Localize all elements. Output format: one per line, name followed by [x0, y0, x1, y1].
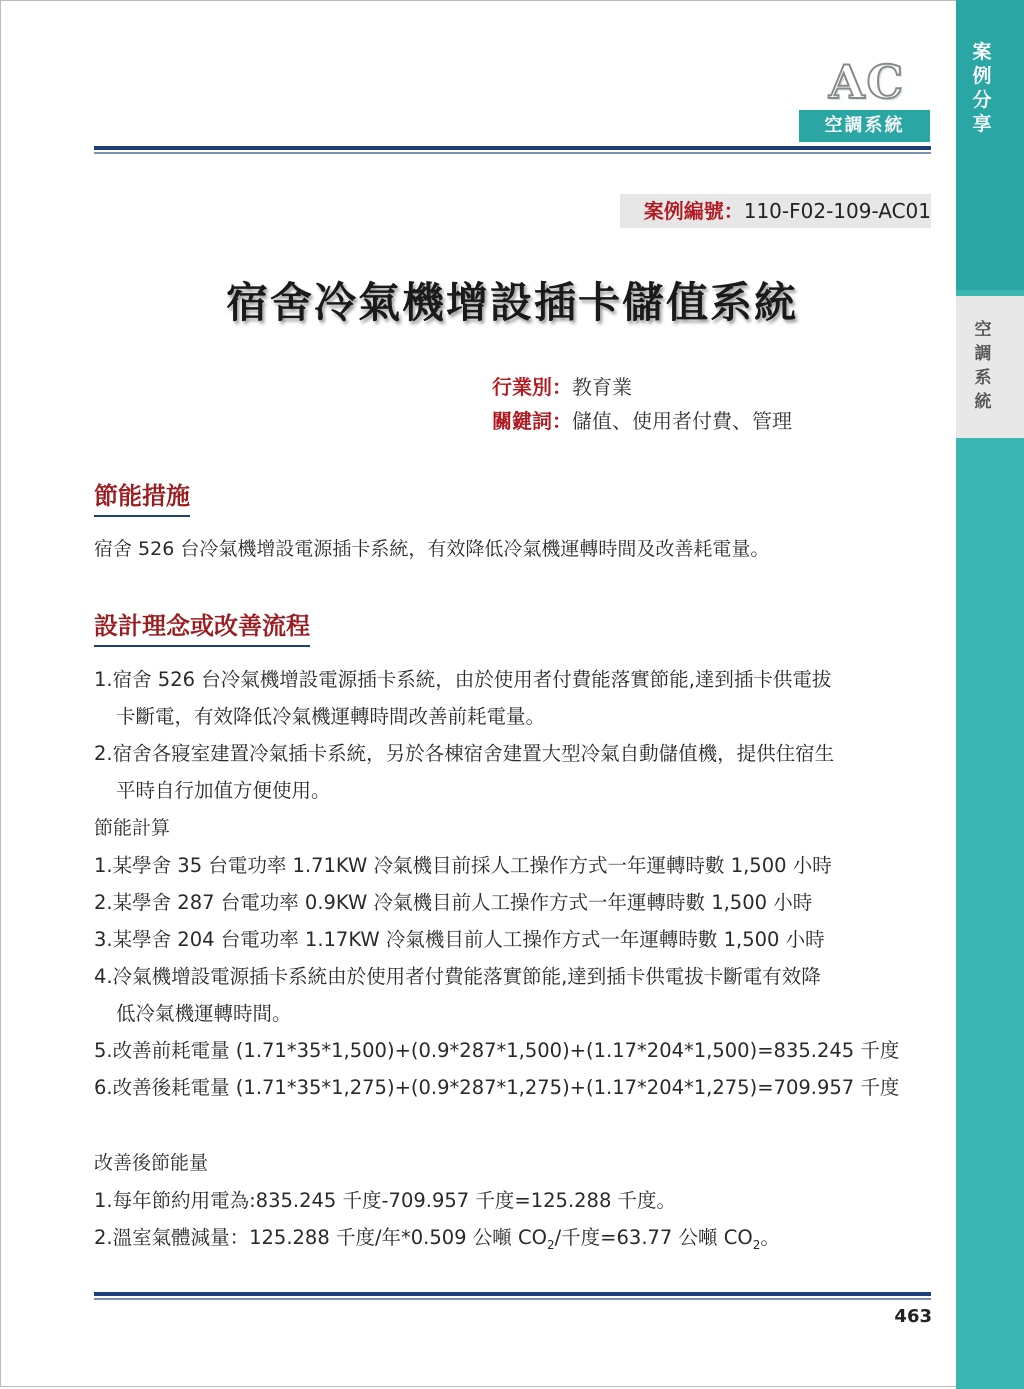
calc-item-4	[94, 958, 934, 1032]
industry-value: 教育業	[572, 375, 632, 399]
calc-item-4-line-2: 低冷氣機運轉時間。	[116, 1002, 292, 1025]
case-number	[620, 194, 931, 228]
calc-item-3: 3.某學舍 204 台電功率 1.17KW 冷氣機目前人工操作方式一年運轉時數 1,500 小時	[94, 928, 825, 951]
after-item-1: 1.每年節約用電為:835.245 千度-709.957 千度=125.288 千度。	[94, 1189, 677, 1212]
after-item-2-part-a: 2.溫室氣體減量：125.288 千度/年*0.509 公噸 CO	[94, 1226, 547, 1249]
side-tab-case-share-label: 案例分享	[972, 41, 994, 135]
page-number: 463	[894, 1306, 932, 1327]
calc-item-6: 6.改善後耗電量 (1.71*35*1,275)+(0.9*287*1,275)+(1.17*204*1,275)=709.957 千度	[94, 1076, 900, 1099]
section-heading-measures: 節能措施	[94, 476, 190, 521]
footer-rule	[94, 1292, 931, 1300]
co2-subscript-1: 2	[546, 1237, 555, 1252]
industry-row	[492, 372, 632, 402]
calc-item-5: 5.改善前耗電量 (1.71*35*1,500)+(0.9*287*1,500)+(1.17*204*1,500)=835.245 千度	[94, 1039, 900, 1062]
ac-logo: AC	[828, 55, 906, 109]
design-item-2	[94, 735, 934, 809]
section-heading-design: 設計理念或改善流程	[94, 606, 310, 651]
calc-item-4-line-1: 4.冷氣機增設電源插卡系統由於使用者付費能落實節能,達到插卡供電拔卡斷電有效降	[94, 965, 821, 988]
design-item-2-line-2: 平時自行加值方便使用。	[116, 779, 331, 802]
ac-badge: 空調系統	[799, 110, 930, 142]
after-item-2-part-c: 。	[760, 1226, 780, 1249]
calc-heading: 節能計算	[94, 817, 171, 839]
keywords-value: 儲值、使用者付費、管理	[572, 409, 792, 433]
design-item-1-line-1: 1.宿舍 526 台冷氣機增設電源插卡系統，由於使用者付費能落實節能,達到插卡供電拔	[94, 668, 832, 691]
keywords-label: 關鍵詞：	[492, 409, 572, 433]
side-tab-case-share[interactable]	[956, 0, 1024, 290]
after-heading: 改善後節能量	[94, 1152, 209, 1174]
co2-subscript-2: 2	[752, 1237, 761, 1252]
industry-label: 行業別：	[492, 375, 572, 399]
keywords-row	[492, 406, 792, 436]
side-tab-ac-system-label: 空調系統	[974, 320, 992, 412]
design-item-2-line-1: 2.宿舍各寢室建置冷氣插卡系統，另於各棟宿舍建置大型冷氣自動儲值機，提供住宿生	[94, 742, 835, 765]
case-number-label: 案例編號：	[643, 199, 744, 223]
calc-item-1: 1.某學舍 35 台電功率 1.71KW 冷氣機目前採人工操作方式一年運轉時數 1,500 小時	[94, 854, 832, 877]
header-rule	[94, 146, 931, 154]
after-item-2	[94, 1219, 934, 1264]
calc-item-2: 2.某學舍 287 台電功率 0.9KW 冷氣機目前人工操作方式一年運轉時數 1,500 小時	[94, 891, 813, 914]
case-number-value: 110-F02-109-AC01	[743, 199, 931, 223]
after-item-2-part-b: /千度=63.77 公噸 CO	[554, 1226, 753, 1249]
measures-text: 宿舍 526 台冷氣機增設電源插卡系統，有效降低冷氣機運轉時間及改善耗電量。	[94, 538, 770, 560]
design-item-1	[94, 661, 934, 735]
page-title: 宿舍冷氣機增設插卡儲值系統	[225, 278, 798, 327]
design-item-1-line-2: 卡斷電，有效降低冷氣機運轉時間改善前耗電量。	[116, 705, 546, 728]
